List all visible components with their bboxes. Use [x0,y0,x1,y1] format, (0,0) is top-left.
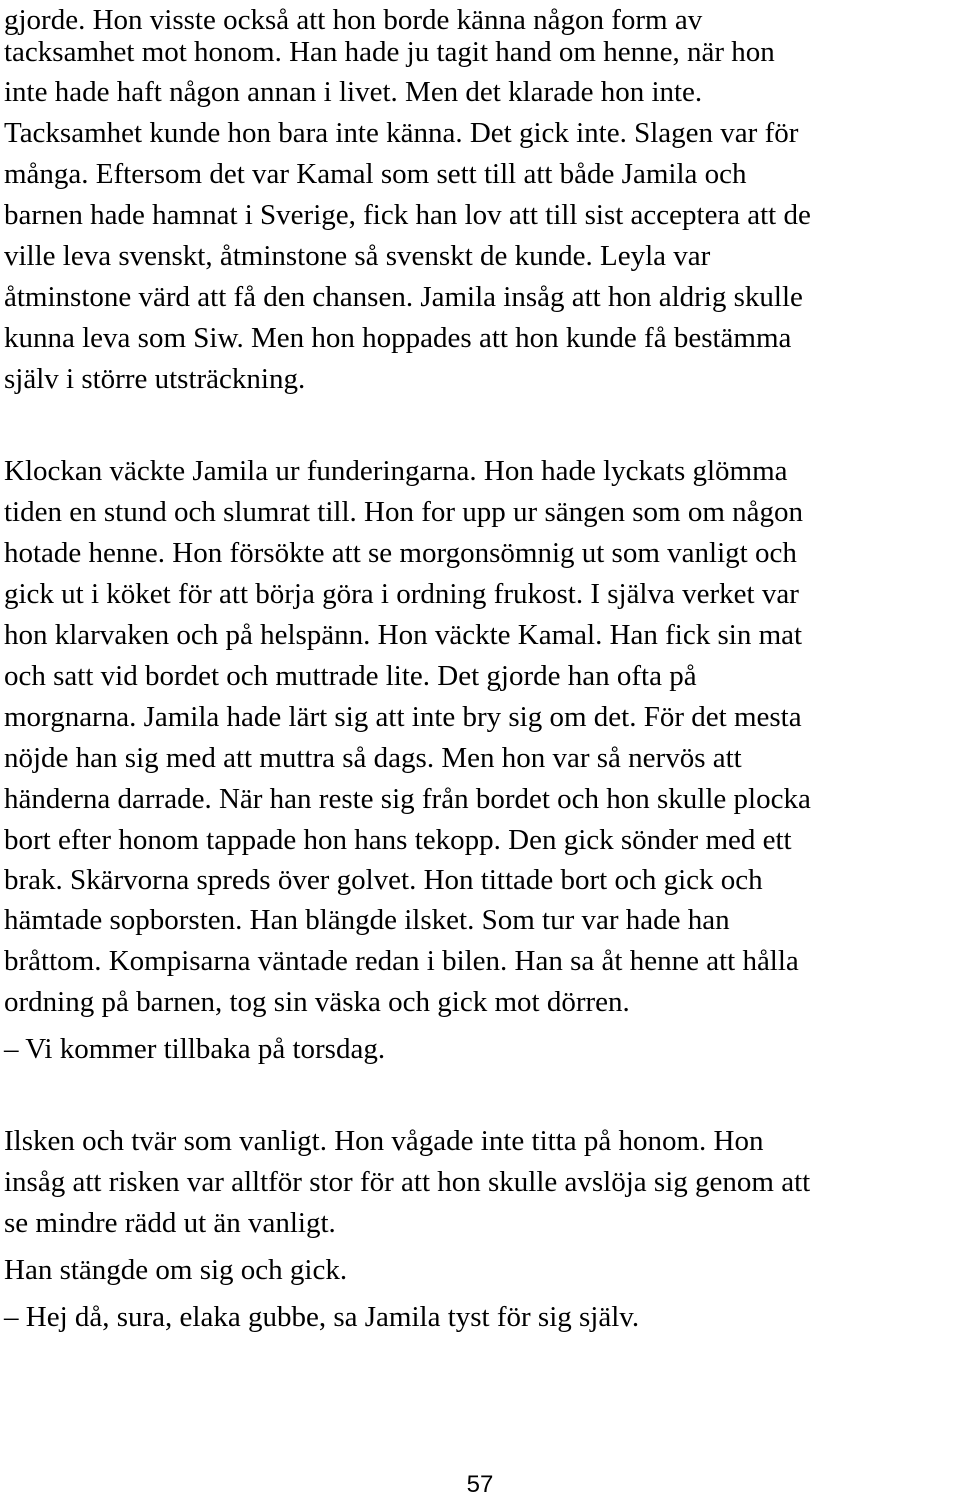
text-line: tacksamhet mot honom. Han hade ju tagit hand om henne, när hon [4,36,775,68]
dialogue-line: – Hej då, sura, elaka gubbe, sa Jamila tyst för sig själv. [4,1301,640,1333]
text-line: barnen hade hamnat i Sverige, fick han lov att till sist acceptera att de [4,199,811,231]
text-line: nöjde han sig med att muttra så dags. Men hon var så nervös att [4,742,742,774]
text-line: Ilsken och tvär som vanligt. Hon vågade inte titta på honom. Hon [4,1125,764,1157]
text-line: Klockan väckte Jamila ur funderingarna. Hon hade lyckats glömma [4,455,788,487]
text-line: gjorde. Hon visste också att hon borde känna någon form av [4,4,703,36]
text-line: brak. Skärvorna spreds över golvet. Hon tittade bort och gick och [4,864,763,896]
text-line: gick ut i köket för att börja göra i ordning frukost. I själva verket var [4,578,799,610]
text-line: hotade henne. Hon försökte att se morgonsömnig ut som vanligt och [4,537,797,569]
page-number: 57 [466,1471,494,1498]
text-line: tiden en stund och slumrat till. Hon for upp ur sängen som om någon [4,496,804,528]
text-line: ordning på barnen, tog sin väska och gick mot dörren. [4,986,630,1018]
text-line: ville leva svenskt, åtminstone så svenskt de kunde. Leyla var [4,240,711,272]
text-line: Han stängde om sig och gick. [4,1254,348,1286]
text-line: hämtade sopborsten. Han blängde ilsket. Som tur var hade han [4,904,730,936]
text-line: morgnarna. Jamila hade lärt sig att inte bry sig om det. För det mesta [4,701,802,733]
text-line: kunna leva som Siw. Men hon hoppades att hon kunde få bestämma [4,322,792,354]
text-line: åtminstone värd att få den chansen. Jamila insåg att hon aldrig skulle [4,281,803,313]
text-line: bort efter honom tappade hon hans tekopp. Den gick sönder med ett [4,824,792,856]
text-line: insåg att risken var alltför stor för att hon skulle avslöja sig genom att [4,1166,811,1198]
text-line: bråttom. Kompisarna väntade redan i bilen. Han sa åt henne att hålla [4,945,799,977]
dialogue-line: – Vi kommer tillbaka på torsdag. [4,1033,386,1065]
text-line: och satt vid bordet och muttrade lite. Det gjorde han ofta på [4,660,697,692]
text-line: många. Eftersom det var Kamal som sett till att både Jamila och [4,158,747,190]
text-line: se mindre rädd ut än vanligt. [4,1207,336,1239]
text-line: hon klarvaken och på helspänn. Hon väckte Kamal. Han fick sin mat [4,619,803,651]
text-line: händerna darrade. När han reste sig från bordet och hon skulle plocka [4,783,811,815]
text-line: Tacksamhet kunde hon bara inte känna. Det gick inte. Slagen var för [4,117,799,149]
text-line: själv i större utsträckning. [4,363,306,395]
text-line: inte hade haft någon annan i livet. Men det klarade hon inte. [4,76,703,108]
